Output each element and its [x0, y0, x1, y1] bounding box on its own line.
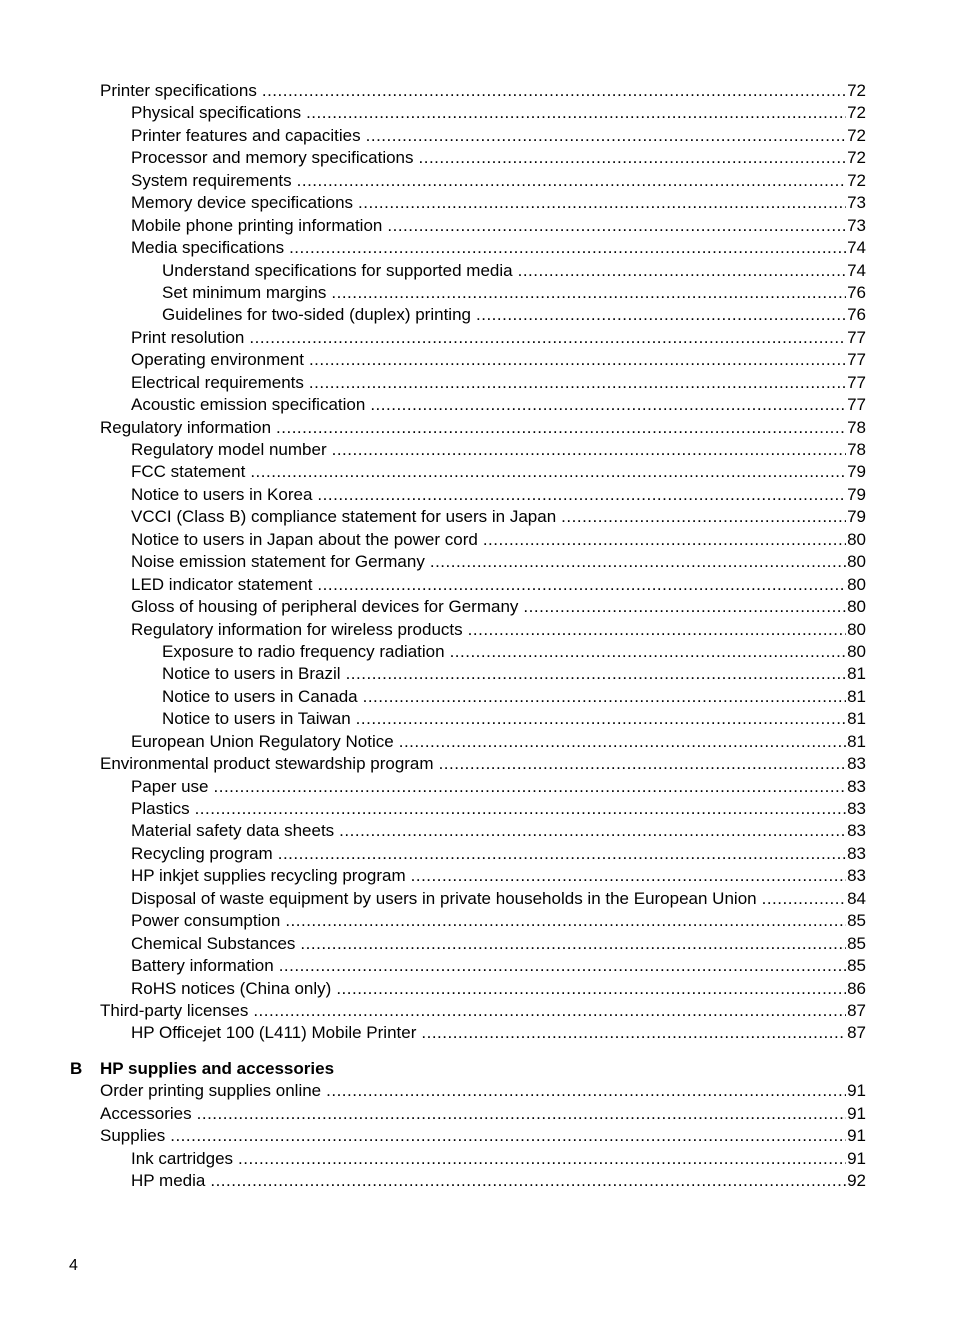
toc-entry-title: Acoustic emission specification: [131, 395, 366, 415]
toc-entry-title: Operating environment: [131, 350, 304, 370]
toc-entry[interactable]: [0, 1080, 866, 1102]
toc-entry-line: [131, 888, 866, 910]
toc-entry[interactable]: [0, 574, 866, 596]
toc-entry[interactable]: [0, 753, 866, 775]
toc-entry-title: Regulatory information for wireless products: [131, 619, 463, 639]
dot-leader: [278, 843, 846, 865]
dot-leader: [483, 529, 846, 551]
toc-entry-line: [131, 731, 866, 753]
toc-entry-page: 79: [847, 507, 866, 527]
dot-leader: [561, 506, 846, 528]
toc-entry-title: Material safety data sheets: [131, 821, 335, 841]
toc-entry-page: 78: [847, 440, 866, 459]
toc-entry-page: 74: [847, 238, 866, 258]
toc-entry[interactable]: [0, 102, 866, 124]
toc-entry-line: [131, 484, 866, 506]
toc-entry-title: Noise emission statement for Germany: [131, 552, 425, 572]
dot-leader: [306, 102, 846, 124]
toc-entry-line: [100, 80, 866, 102]
toc-entry[interactable]: [0, 282, 866, 304]
appendix-section: [0, 1058, 954, 1193]
toc-entry-page: 79: [847, 484, 866, 504]
dot-leader: [331, 282, 846, 304]
toc-entry-page: 76: [847, 282, 866, 302]
toc-entry-page: 85: [847, 911, 866, 931]
toc-entry-title: LED indicator statement: [131, 574, 313, 594]
toc-entry-page: 91: [847, 1148, 866, 1168]
toc-entry[interactable]: [0, 1000, 866, 1022]
toc-entry[interactable]: [0, 417, 866, 439]
toc-entry-line: [162, 708, 866, 730]
toc-entry-title: Order printing supplies online: [100, 1081, 322, 1101]
toc-entry-title: Physical specifications: [131, 103, 302, 123]
toc-entry-page: 73: [847, 215, 866, 235]
toc-entry-title: Notice to users in Japan about the power cord: [131, 529, 478, 549]
toc-entry-title: Print resolution: [131, 327, 245, 347]
dot-leader: [518, 260, 846, 282]
toc-entry[interactable]: [0, 888, 866, 910]
toc-entry[interactable]: [0, 170, 866, 192]
toc-entry-title: Mobile phone printing information: [131, 215, 383, 235]
toc-entry-page: 91: [847, 1081, 866, 1101]
dot-leader: [170, 1125, 846, 1147]
toc-entry[interactable]: [0, 955, 866, 977]
toc-entry-page: 83: [847, 776, 866, 796]
toc-entry[interactable]: [0, 596, 866, 618]
toc-entry-line: [100, 1000, 866, 1022]
dot-leader: [387, 215, 846, 237]
toc-entry-page: 79: [847, 462, 866, 482]
toc-entry-line: [131, 461, 866, 483]
toc-entry-title: Battery information: [131, 956, 274, 976]
toc-entry-line: [131, 820, 866, 842]
toc-entry[interactable]: [0, 708, 866, 730]
toc-entry-page: 83: [847, 843, 866, 863]
dot-leader: [411, 865, 846, 887]
toc-entry[interactable]: [0, 933, 866, 955]
toc-entry-page: 92: [847, 1171, 866, 1191]
toc-entry-title: Chemical Substances: [131, 933, 296, 953]
dot-leader: [317, 574, 846, 596]
toc-entry-title: FCC statement: [131, 462, 246, 482]
dot-leader: [332, 439, 846, 461]
toc-entry-page: 72: [847, 125, 866, 145]
toc-entry-title: Memory device specifications: [131, 193, 354, 213]
dot-leader: [309, 349, 846, 371]
toc-entry-page: 83: [847, 821, 866, 841]
toc-entry-title: Recycling program: [131, 843, 273, 863]
toc-entry-title: Paper use: [131, 776, 209, 796]
toc-entry-page: 72: [847, 170, 866, 190]
toc-entry[interactable]: [0, 686, 866, 708]
toc-entry-title: HP Officejet 100 (L411) Mobile Printer: [131, 1023, 417, 1043]
toc-entry-title: Regulatory model number: [131, 440, 327, 459]
toc-entry-page: 77: [847, 350, 866, 370]
dot-leader: [214, 776, 847, 798]
toc-entry-title: Media specifications: [131, 238, 285, 258]
dot-leader: [197, 1103, 846, 1125]
dot-leader: [262, 80, 846, 102]
toc-entry-line: [162, 260, 866, 282]
toc-entry[interactable]: [0, 1148, 866, 1170]
toc-entry-title: Accessories: [100, 1103, 192, 1123]
toc-entry-page: 87: [847, 1000, 866, 1020]
toc-entry[interactable]: [0, 843, 866, 865]
toc-entry-page: 81: [847, 731, 866, 751]
toc-entry-page: 72: [847, 81, 866, 100]
dot-leader: [336, 978, 846, 1000]
toc-entry[interactable]: [0, 731, 866, 753]
dot-leader: [370, 394, 846, 416]
toc-entry[interactable]: [0, 641, 866, 663]
dot-leader: [279, 955, 846, 977]
toc-entry-page: 77: [847, 372, 866, 392]
toc-entry[interactable]: [0, 215, 866, 237]
toc-entry[interactable]: [0, 237, 866, 259]
dot-leader: [276, 417, 846, 439]
toc-entry[interactable]: [0, 820, 866, 842]
toc-entry-page: 80: [847, 574, 866, 594]
dot-leader: [468, 619, 846, 641]
appendix-entries: [0, 1080, 954, 1192]
toc-entry-title: Printer features and capacities: [131, 125, 361, 145]
toc-entry-page: 77: [847, 395, 866, 415]
toc-entry[interactable]: [0, 192, 866, 214]
dot-leader: [399, 731, 846, 753]
toc-entry[interactable]: [0, 910, 866, 932]
page-number: 4: [69, 1257, 78, 1274]
dot-leader: [346, 663, 847, 685]
toc-entry-page: 86: [847, 978, 866, 998]
dot-leader: [326, 1080, 846, 1102]
toc-entry-title: Notice to users in Brazil: [162, 664, 341, 684]
toc-entry-page: 72: [847, 148, 866, 168]
toc-entry-line: [131, 1170, 866, 1192]
toc-entry[interactable]: [0, 619, 866, 641]
toc-entry-line: [131, 978, 866, 1000]
toc-entry-page: 81: [847, 664, 866, 684]
dot-leader: [238, 1148, 846, 1170]
toc-entry-line: [131, 147, 866, 169]
toc-entry-page: 81: [847, 709, 866, 729]
toc-entry-line: [131, 865, 866, 887]
toc-entry-line: [131, 619, 866, 641]
toc-entry-line: [131, 327, 866, 349]
toc-entry[interactable]: [0, 327, 866, 349]
toc-entry-title: Supplies: [100, 1126, 166, 1146]
toc-entry[interactable]: [0, 529, 866, 551]
toc-entry-line: [131, 349, 866, 371]
toc-entry-page: 85: [847, 956, 866, 976]
toc-entry[interactable]: [0, 80, 866, 102]
toc-entry-line: [162, 282, 866, 304]
toc-entry-page: 84: [847, 888, 866, 908]
toc-entry-title: Understand specifications for supported media: [162, 260, 513, 280]
toc-entry[interactable]: [0, 349, 866, 371]
toc-entry-title: Notice to users in Korea: [131, 484, 313, 504]
toc-entry-page: 77: [847, 327, 866, 347]
toc-entry-line: [131, 910, 866, 932]
toc-entry-page: 83: [847, 799, 866, 818]
toc-entry-line: [131, 237, 866, 259]
toc-entry-title: Set minimum margins: [162, 282, 327, 302]
toc-entry-line: [131, 125, 866, 147]
toc-entry-title: System requirements: [131, 170, 292, 190]
dot-leader: [210, 1170, 846, 1192]
toc-entry-page: 83: [847, 754, 866, 774]
dot-leader: [317, 484, 846, 506]
toc-entry[interactable]: [0, 1103, 866, 1125]
toc-entry-page: 80: [847, 641, 866, 661]
toc-entry-title: Electrical requirements: [131, 372, 304, 392]
toc-entry[interactable]: [0, 776, 866, 798]
toc-entry-title: Power consumption: [131, 911, 281, 931]
toc-entry[interactable]: [0, 1170, 866, 1192]
toc-entry-title: Exposure to radio frequency radiation: [162, 641, 445, 661]
dot-leader: [366, 125, 846, 147]
toc-entry-line: [131, 933, 866, 955]
toc-entry-line: [162, 663, 866, 685]
toc-entry-line: [100, 1125, 866, 1147]
dot-leader: [363, 686, 846, 708]
toc-entry-page: 72: [847, 103, 866, 123]
toc-entry[interactable]: [0, 865, 866, 887]
dot-leader: [309, 372, 846, 394]
toc-entry-line: [100, 1103, 866, 1125]
toc-entry-line: [162, 304, 866, 326]
toc-entry-line: [162, 686, 866, 708]
toc-entry[interactable]: [0, 798, 866, 820]
toc-entry-line: [131, 506, 866, 528]
toc-entry[interactable]: [0, 125, 866, 147]
toc-entry-line: [131, 1148, 866, 1170]
dot-leader: [250, 461, 846, 483]
toc-entry[interactable]: [0, 1125, 866, 1147]
toc-entry-page: 78: [847, 417, 866, 437]
dot-leader: [430, 551, 846, 573]
dot-leader: [289, 237, 846, 259]
toc-entry-title: Gloss of housing of peripheral devices for Germany: [131, 597, 519, 617]
toc-entry-line: [131, 215, 866, 237]
toc-entry-title: Regulatory information: [100, 417, 272, 437]
toc-entry-title: RoHS notices (China only): [131, 978, 332, 998]
toc-entry-line: [131, 192, 866, 214]
toc-entry-line: [162, 641, 866, 663]
toc-entry-title: Plastics: [131, 799, 190, 818]
toc-entry-line: [100, 1080, 866, 1102]
toc-entry[interactable]: [0, 304, 866, 326]
toc-entry[interactable]: [0, 260, 866, 282]
appendix-letter: B: [70, 1059, 83, 1078]
toc-entry-page: 91: [847, 1126, 866, 1146]
dot-leader: [358, 192, 846, 214]
dot-leader: [253, 1000, 846, 1022]
toc-entry[interactable]: [0, 484, 866, 506]
toc-entry-page: 80: [847, 597, 866, 617]
toc-entry-title: Notice to users in Canada: [162, 686, 358, 706]
toc-entry-line: [131, 170, 866, 192]
toc-entry[interactable]: [0, 663, 866, 685]
dot-leader: [762, 888, 846, 910]
toc-entry[interactable]: [0, 978, 866, 1000]
toc-entry-page: 76: [847, 305, 866, 325]
dot-leader: [285, 910, 846, 932]
toc-entry-page: 85: [847, 933, 866, 953]
dot-leader: [439, 753, 847, 775]
dot-leader: [450, 641, 847, 663]
dot-leader: [339, 820, 846, 842]
dot-leader: [421, 1022, 846, 1044]
toc-entry-title: Ink cartridges: [131, 1148, 234, 1168]
toc-entry-line: [100, 753, 866, 775]
dot-leader: [195, 798, 847, 820]
dot-leader: [356, 708, 846, 730]
toc-entry-title: Processor and memory specifications: [131, 148, 414, 168]
table-of-contents: [0, 80, 954, 1045]
toc-entry[interactable]: [0, 372, 866, 394]
toc-entry-line: [131, 529, 866, 551]
toc-entry-page: 80: [847, 619, 866, 639]
dot-leader: [419, 147, 847, 169]
toc-entry-line: [100, 417, 866, 439]
toc-entry-title: Guidelines for two-sided (duplex) printing: [162, 305, 471, 325]
toc-entry[interactable]: [0, 551, 866, 573]
toc-entry-page: 74: [847, 260, 866, 280]
toc-entry[interactable]: [0, 1022, 866, 1044]
toc-entry-line: [131, 574, 866, 596]
dot-leader: [300, 933, 846, 955]
toc-entry-title: Third-party licenses: [100, 1000, 249, 1020]
toc-entry-title: Notice to users in Taiwan: [162, 709, 351, 729]
toc-entry-line: [131, 955, 866, 977]
toc-entry-page: 81: [847, 686, 866, 706]
dot-leader: [297, 170, 846, 192]
toc-entry-line: [131, 776, 866, 798]
appendix-heading: [0, 1058, 954, 1080]
toc-entry-line: [131, 394, 866, 416]
toc-entry[interactable]: [0, 394, 866, 416]
toc-entry-line: [131, 439, 866, 461]
toc-entry-line: [131, 843, 866, 865]
toc-entry-title: HP inkjet supplies recycling program: [131, 866, 406, 886]
toc-entry-line: [131, 798, 866, 820]
toc-entry[interactable]: [0, 439, 866, 461]
toc-entry-page: 87: [847, 1023, 866, 1043]
toc-entry-line: [131, 372, 866, 394]
dot-leader: [476, 304, 846, 326]
toc-entry-title: European Union Regulatory Notice: [131, 731, 394, 751]
toc-entry-page: 80: [847, 552, 866, 572]
toc-entry[interactable]: [0, 147, 866, 169]
toc-entry-page: 83: [847, 866, 866, 886]
toc-entry-title: Printer specifications: [100, 81, 257, 100]
dot-leader: [249, 327, 846, 349]
toc-entry-page: 91: [847, 1103, 866, 1123]
toc-entry-title: VCCI (Class B) compliance statement for users in Japan: [131, 507, 557, 527]
toc-entry-title: Environmental product stewardship program: [100, 754, 434, 774]
dot-leader: [523, 596, 846, 618]
toc-entry-page: 80: [847, 529, 866, 549]
toc-entry-line: [131, 102, 866, 124]
toc-entry-line: [131, 551, 866, 573]
toc-entry-line: [131, 1022, 866, 1044]
toc-entry-title: HP media: [131, 1171, 206, 1191]
toc-entry-page: 73: [847, 193, 866, 213]
toc-entry[interactable]: [0, 461, 866, 483]
appendix-title: HP supplies and accessories: [100, 1059, 335, 1078]
toc-entry-title: Disposal of waste equipment by users in private households in the European Union: [131, 888, 757, 908]
toc-entry[interactable]: [0, 506, 866, 528]
toc-entry-line: [131, 596, 866, 618]
